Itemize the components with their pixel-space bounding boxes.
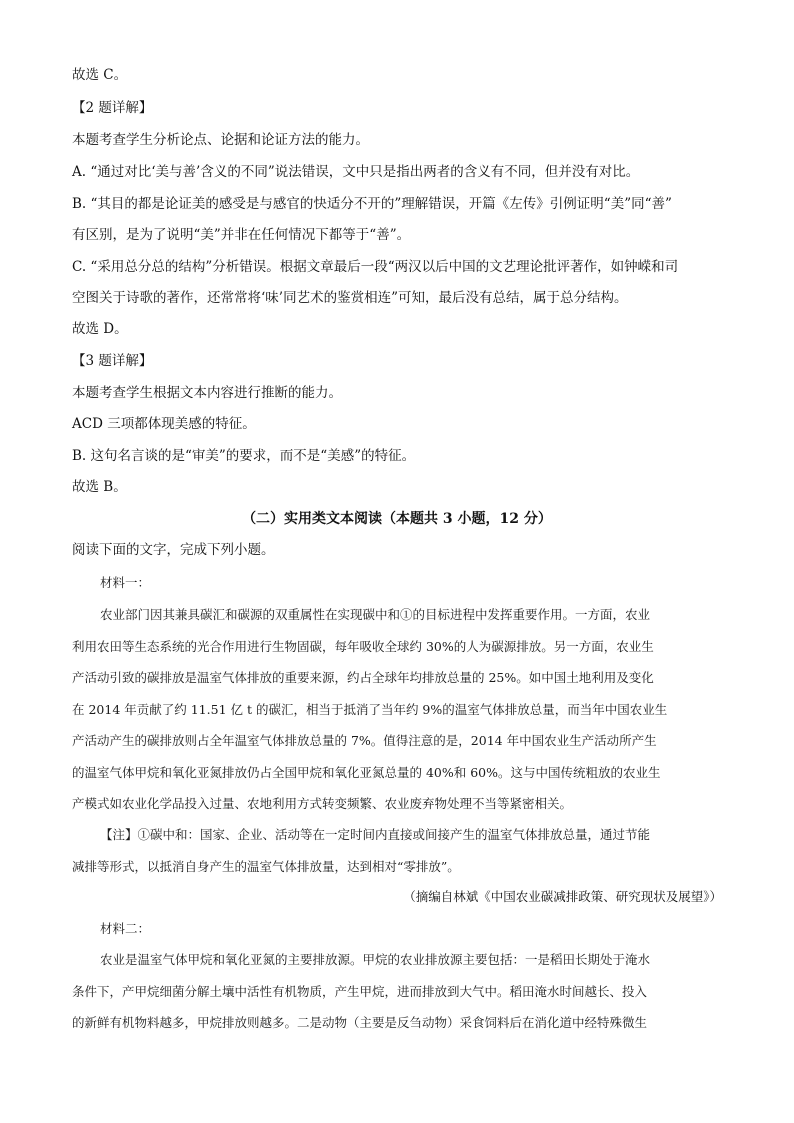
material2-label: 材料二：	[100, 921, 151, 936]
material1-line: 农业部门因其兼具碳汇和碳源的双重属性在实现碳中和①的目标进程中发挥重要作用。一方面，农业	[100, 607, 651, 622]
material1-line: 在 2014 年贡献了约 11.51 亿 t 的碳汇，相当于抵消了当年约 9%的温室气体排放总量，而当年中国农业生	[72, 702, 668, 717]
q2-answer: 故选 D。	[72, 321, 128, 337]
material1-line: 产模式如农业化学品投入过量、农地利用方式转变频繁、农业废弃物处理不当等紧密相关。	[72, 796, 573, 811]
material2-line: 的新鲜有机物料越多，甲烷排放则越多。二是动物（主要是反刍动物）采食饲料后在消化道中经特殊微生	[72, 1015, 648, 1030]
material2-line: 条件下，产甲烷细菌分解土壤中活性有机物质，产生甲烷，进而排放到大气中。稻田淹水时间越长、投入	[72, 984, 648, 999]
material1-line: 产活动引致的碳排放是温室气体排放的重要来源，约占全球年均排放总量的 25%。如中国土地利用及变化	[72, 670, 654, 685]
material1-label: 材料一：	[100, 575, 151, 590]
q3-acd-line: ACD 三项都体现美感的特征。	[72, 416, 256, 432]
material1-note-line2: 减排等形式，以抵消自身产生的温室气体排放量，达到相对“零排放”。	[72, 859, 460, 874]
material1-line: 产活动产生的碳排放则占全年温室气体排放总量的 7%。值得注意的是，2014 年中国农业生产活动所产生	[72, 733, 657, 748]
q2-option-b-line1: B. “其目的都是论证美的感受是与感官的快适分不开的”理解错误，开篇《左传》引例证明“美”同“善”	[72, 196, 672, 212]
q3-answer: 故选 B。	[72, 479, 127, 495]
q3-heading: 【3 题详解】	[72, 353, 153, 369]
material1-line: 利用农田等生态系统的光合作用进行生物固碳，每年吸收全球约 30%的人为碳源排放。另一方面，农业生	[72, 639, 654, 654]
q2-option-b-line2: 有区别，是为了说明“美”并非在任何情况下都等于“善”。	[72, 227, 411, 243]
q2-option-a: A. “通过对比‘美与善’含义的不同”说法错误，文中只是指出两者的含义有不同，但并没有对比。	[72, 164, 640, 180]
answer-c-line: 故选 C。	[72, 67, 128, 83]
material1-line: 的温室气体甲烷和氧化亚氮排放仍占全国甲烷和氧化亚氮总量的 40%和 60%。这与中国传统粗放的农业生	[72, 765, 661, 780]
material1-source: （摘编自林斌《中国农业碳减排政策、研究现状及展望》）	[403, 889, 722, 904]
material1-note-line1: 【注】①碳中和：国家、企业、活动等在一定时间内直接或间接产生的温室气体排放总量，通过节能	[100, 827, 651, 842]
q3-option-b: B. 这句名言谈的是“审美”的要求，而不是“美感”的特征。	[72, 448, 416, 464]
q2-option-c-line2: 空图关于诗歌的著作，还常常将‘味’同艺术的鉴赏相连”可知，最后没有总结，属于总分结构。	[72, 290, 628, 306]
q2-intro: 本题考查学生分析论点、论据和论证方法的能力。	[72, 132, 369, 148]
q2-option-c-line1: C. “采用总分总的结构”分析错误。根据文章最后一段“两汉以后中国的文艺理论批评著作，如钟嵘和司	[72, 259, 679, 275]
material2-line: 农业是温室气体甲烷和氧化亚氮的主要排放源。甲烷的农业排放源主要包括：一是稻田长期处于淹水	[100, 952, 651, 967]
q2-heading: 【2 题详解】	[72, 100, 153, 116]
q3-intro: 本题考查学生根据文本内容进行推断的能力。	[72, 385, 342, 401]
section-title: （二）实用类文本阅读（本题共 3 小题，12 分）	[242, 511, 552, 527]
instruction: 阅读下面的文字，完成下列小题。	[72, 542, 275, 558]
